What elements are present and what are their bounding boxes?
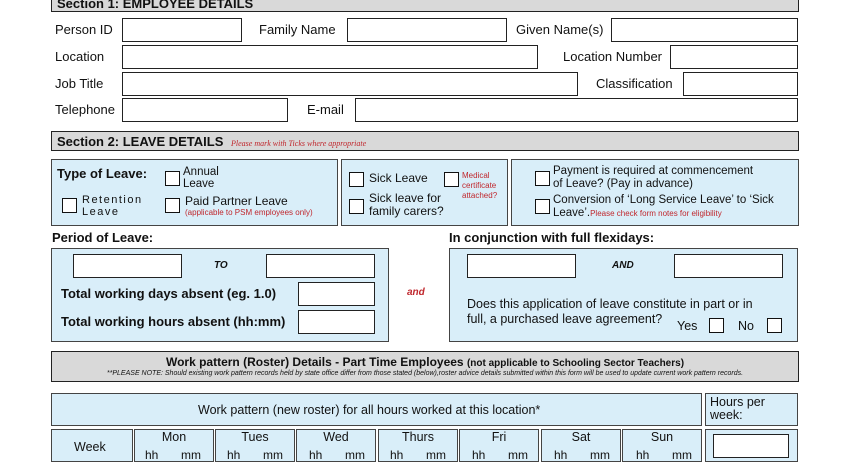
period-to-field[interactable] [266, 254, 375, 278]
given-names-label: Given Name(s) [516, 22, 604, 37]
day-label-sun: Sun [650, 430, 674, 444]
hours-absent-field[interactable] [298, 310, 375, 334]
sick-leave-carers-label: Sick leave for family carers? [369, 191, 444, 218]
hh-sat: hh [554, 448, 568, 462]
location-number-field[interactable] [670, 45, 798, 69]
hh-fri: hh [472, 448, 486, 462]
hh-thurs: hh [390, 448, 404, 462]
flexi-and-label: AND [612, 260, 634, 271]
conversion-note: Please check form notes for eligibility [590, 209, 722, 218]
location-label: Location [55, 49, 105, 64]
day-label-fri: Fri [491, 430, 507, 444]
person-id-label: Person ID [55, 22, 113, 37]
section2-header [51, 131, 799, 151]
work-pattern-title: Work pattern (Roster) Details - Part Time Employees [165, 355, 464, 369]
period-heading: Period of Leave: [52, 230, 154, 245]
day-label-sat: Sat [571, 430, 591, 444]
retention-leave-checkbox[interactable] [62, 198, 77, 213]
section2-note: Please mark with Ticks where appropriate [231, 139, 367, 148]
email-label: E-mail [307, 102, 344, 117]
conversion-block [553, 194, 793, 220]
day-label-tues: Tues [241, 430, 269, 444]
mm-sat: mm [590, 448, 610, 462]
section2-title: Section 2: LEAVE DETAILS [57, 134, 224, 149]
mm-thurs: mm [426, 448, 446, 462]
type-of-leave-heading: Type of Leave: [57, 166, 148, 181]
annual-leave-label: Annual Leave [183, 166, 219, 190]
work-pattern-title-note: (not applicable to Schooling Sector Teachers) [466, 358, 685, 369]
yes-label: Yes [677, 319, 698, 333]
mm-fri: mm [508, 448, 528, 462]
family-name-label: Family Name [259, 22, 336, 37]
email-field[interactable] [355, 98, 798, 122]
paid-partner-leave-checkbox[interactable] [165, 198, 180, 213]
classification-field[interactable] [683, 72, 798, 96]
annual-leave-checkbox[interactable] [165, 171, 180, 186]
hh-sun: hh [636, 448, 650, 462]
mm-mon: mm [181, 448, 201, 462]
payment-required-checkbox[interactable] [535, 171, 550, 186]
conversion-label: Conversion of ‘Long Service Leave’ to ‘Sick Leave’. [553, 194, 774, 219]
no-checkbox[interactable] [767, 318, 782, 333]
telephone-label: Telephone [55, 102, 115, 117]
flexi-from-field[interactable] [467, 254, 576, 278]
payment-required-label: Payment is required at commencement of Leave? (Pay in advance) [553, 165, 754, 190]
medical-certificate-checkbox[interactable] [444, 172, 459, 187]
hh-wed: hh [309, 448, 323, 462]
days-absent-field[interactable] [298, 282, 375, 306]
location-number-label: Location Number [563, 49, 662, 64]
mm-sun: mm [672, 448, 692, 462]
mm-wed: mm [345, 448, 365, 462]
hours-per-week-field[interactable] [713, 434, 789, 458]
period-to-label: TO [214, 260, 228, 271]
work-pattern-please-note: **PLEASE NOTE: Should existing work pattern records held by state office differ from those stated (below),roster advice details submitted within this form will be used to update current work pattern records. [106, 370, 744, 377]
hh-mon: hh [145, 448, 159, 462]
day-label-mon: Mon [161, 430, 187, 444]
job-title-label: Job Title [55, 76, 104, 91]
mm-tues: mm [263, 448, 283, 462]
sick-leave-checkbox[interactable] [349, 172, 364, 187]
telephone-field[interactable] [122, 98, 288, 122]
and-label: and [407, 287, 425, 298]
medical-certificate-label: Medical certificate attached? [462, 171, 498, 200]
location-field[interactable] [122, 45, 538, 69]
flexi-to-field[interactable] [674, 254, 783, 278]
classification-label: Classification [596, 76, 673, 91]
days-absent-label: Total working days absent (eg. 1.0) [61, 286, 277, 301]
retention-leave-label: Retention Leave [82, 194, 143, 218]
job-title-field[interactable] [122, 72, 578, 96]
paid-partner-leave-label: Paid Partner Leave [185, 194, 288, 208]
sick-leave-carers-checkbox[interactable] [349, 199, 364, 214]
work-pattern-header [51, 351, 799, 382]
section1-title: Section 1: EMPLOYEE DETAILS [57, 0, 254, 11]
section1-header [51, 0, 799, 12]
hours-per-week-label: Hours per week: [710, 395, 765, 422]
week-label: Week [74, 440, 106, 454]
given-names-field[interactable] [611, 18, 798, 42]
table-heading: Work pattern (new roster) for all hours worked at this location* [198, 403, 541, 417]
person-id-field[interactable] [122, 18, 242, 42]
paid-partner-note: (applicable to PSM employees only) [185, 208, 313, 217]
day-label-wed: Wed [323, 430, 349, 444]
sick-leave-label: Sick Leave [369, 171, 428, 185]
family-name-field[interactable] [347, 18, 507, 42]
purchased-leave-question: Does this application of leave constitute in part or in full, a purchased leave agreement? [467, 297, 753, 326]
no-label: No [738, 319, 754, 333]
conversion-checkbox[interactable] [535, 199, 550, 214]
flexidays-heading: In conjunction with full flexidays: [449, 230, 655, 245]
day-label-thurs: Thurs [402, 430, 434, 444]
hours-absent-label: Total working hours absent (hh:mm) [61, 314, 286, 329]
hh-tues: hh [227, 448, 241, 462]
yes-checkbox[interactable] [709, 318, 724, 333]
period-from-field[interactable] [73, 254, 182, 278]
